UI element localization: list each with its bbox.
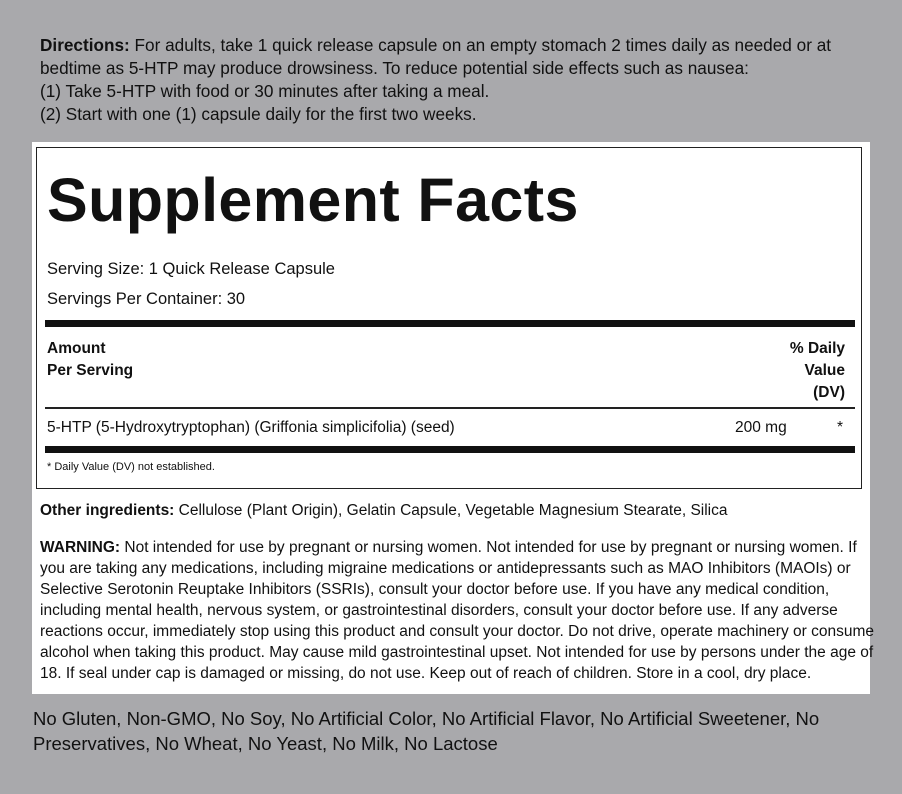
- ingredient-dv: *: [837, 419, 844, 436]
- directions-line-4: (2) Start with one (1) capsule daily for the first two weeks.: [40, 104, 477, 124]
- warning-line-5: reactions occur, immediately stop using this product and consult your doctor. Do not drive, operate machinery or consume: [40, 623, 874, 640]
- thick-divider: [45, 320, 855, 327]
- dv-header-line-2: Value: [804, 362, 845, 379]
- amount-header-line-1: Amount: [47, 340, 106, 357]
- warning-line-3: Selective Serotonin Reuptake Inhibitors (SSRIs), consult your doctor before use. If you have any medical condition,: [40, 581, 830, 598]
- daily-value-header: [790, 338, 845, 404]
- supplement-facts-title: Supplement Facts: [47, 166, 579, 234]
- warning-line-4: including mental health, nervous system, or gastrointestinal disorders, consult your doctor before use. If any adverse: [40, 602, 838, 619]
- directions-line-2: bedtime as 5-HTP may produce drowsiness. To reduce potential side effects such as nausea:: [40, 58, 749, 78]
- allergen-line-1: No Gluten, Non-GMO, No Soy, No Artificial Color, No Artificial Flavor, No Artificial Sweetener, No: [33, 708, 820, 729]
- allergen-statement: [33, 706, 819, 756]
- warning-label: WARNING:: [40, 539, 121, 556]
- serving-size: Serving Size: 1 Quick Release Capsule: [47, 260, 335, 278]
- dv-header-line-1: % Daily: [789, 340, 845, 357]
- warning-line-1: [40, 537, 874, 558]
- ingredient-amount: 200 mg: [735, 419, 787, 436]
- thick-divider-bottom: [45, 446, 855, 453]
- amount-per-serving-header: [47, 338, 133, 382]
- amount-header-line-2: Per Serving: [47, 362, 134, 379]
- warning-line-2: you are taking any medications, including migraine medications or antidepressants such as MAO Inhibitors (MAOIs) or: [40, 560, 851, 577]
- directions-label: Directions:: [40, 35, 130, 55]
- thin-divider: [45, 407, 855, 409]
- warning-line-7: 18. If seal under cap is damaged or missing, do not use. Keep out of reach of children. Store in a cool, dry place.: [40, 665, 812, 682]
- allergen-line-2: Preservatives, No Wheat, No Yeast, No Milk, No Lactose: [33, 733, 498, 754]
- ingredient-name: 5-HTP (5-Hydroxytryptophan) (Griffonia simplicifolia) (seed): [47, 419, 455, 436]
- dv-header-line-3: (DV): [813, 384, 845, 401]
- directions-line-3: (1) Take 5-HTP with food or 30 minutes after taking a meal.: [40, 81, 490, 101]
- directions-section: [40, 34, 880, 126]
- dv-footnote: * Daily Value (DV) not established.: [47, 461, 215, 473]
- warning-section: [40, 537, 874, 684]
- directions-line-1: [40, 34, 880, 57]
- warning-text-1: Not intended for use by pregnant or nursing women. Not intended for use by pregnant or nursing women. If: [120, 539, 857, 556]
- other-ingredients: [40, 502, 727, 520]
- servings-per-container: Servings Per Container: 30: [47, 290, 246, 308]
- directions-text-1: For adults, take 1 quick release capsule on an empty stomach 2 times daily as needed or at: [129, 35, 832, 55]
- supplement-facts-panel: [36, 147, 862, 489]
- warning-line-6: alcohol when taking this product. May cause mild gastrointestinal upset. Not intended for use by persons under the age of: [40, 644, 874, 661]
- other-ingredients-label: Other ingredients:: [40, 502, 175, 519]
- other-ingredients-text: Cellulose (Plant Origin), Gelatin Capsule, Vegetable Magnesium Stearate, Silica: [174, 502, 728, 519]
